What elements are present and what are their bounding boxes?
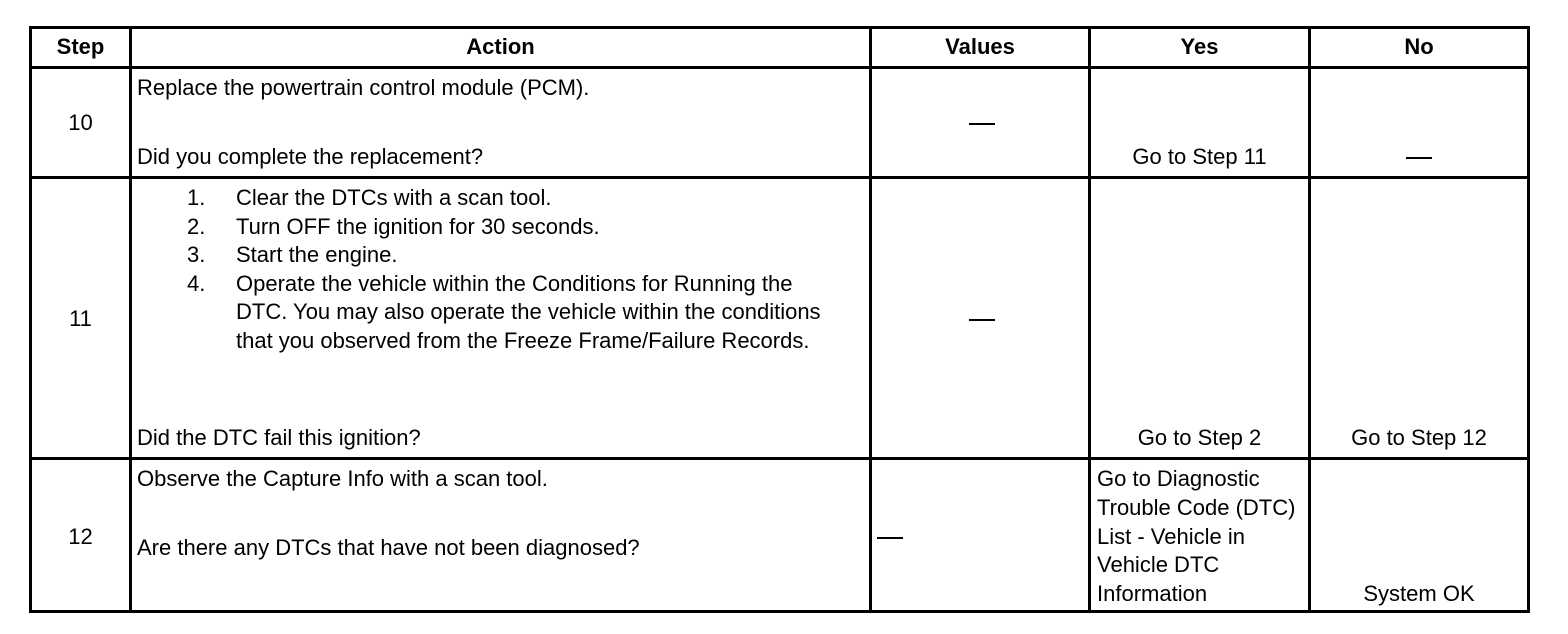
list-item-text: Turn OFF the ignition for 30 seconds. [236, 213, 600, 239]
list-item-number: 3. [187, 242, 206, 267]
list-item-number: 4. [187, 270, 206, 296]
action-question: Did the DTC fail this ignition? [137, 425, 421, 450]
action-instruction: Replace the powertrain control module (PCM). [137, 75, 590, 100]
step-number: 10 [68, 110, 93, 135]
yes-result: Go to Diagnostic Trouble Code (DTC) List - Vehicle in Vehicle DTC Information [1097, 466, 1296, 607]
list-item-number: 2. [187, 213, 206, 239]
yes-result: Go to Step 11 [1132, 144, 1267, 169]
header-action: Action [466, 34, 535, 59]
diagnostic-table [29, 26, 1530, 613]
values-dash [877, 537, 903, 539]
list-item-text: Operate the vehicle within the Conditions for Running the DTC. You may also operate the vehicle within the conditions that you observed from the Freeze Frame/Failure Records. [236, 270, 821, 353]
list-item-number: 1. [187, 185, 206, 210]
list-item [137, 270, 837, 356]
col-divider-values [1088, 29, 1091, 610]
list-item-text: Clear the DTCs with a scan tool. [236, 185, 552, 210]
list-item [137, 213, 837, 242]
row-divider-10 [32, 176, 1527, 179]
no-dash [1406, 157, 1432, 159]
no-result: Go to Step 12 [1351, 425, 1487, 450]
no-result: System OK [1363, 581, 1475, 606]
yes-result: Go to Step 2 [1137, 425, 1262, 450]
values-dash [969, 319, 995, 321]
header-step: Step [56, 34, 105, 59]
row-divider-header [32, 66, 1527, 69]
step-number: 11 [69, 306, 92, 331]
col-divider-yes [1308, 29, 1311, 610]
list-item-text: Start the engine. [236, 242, 398, 267]
action-question: Are there any DTCs that have not been diagnosed? [137, 535, 640, 560]
step-number: 12 [68, 524, 93, 549]
col-divider-step [129, 29, 132, 610]
header-yes: Yes [1180, 34, 1219, 59]
action-step-list [137, 184, 837, 355]
values-dash [969, 123, 995, 125]
row-divider-11 [32, 457, 1527, 460]
action-question: Did you complete the replacement? [137, 144, 484, 169]
list-item [137, 184, 837, 213]
header-no: No [1404, 34, 1434, 59]
col-divider-action [869, 29, 872, 610]
action-instruction: Observe the Capture Info with a scan tool. [137, 466, 548, 491]
list-item [137, 241, 837, 270]
header-values: Values [945, 34, 1015, 59]
